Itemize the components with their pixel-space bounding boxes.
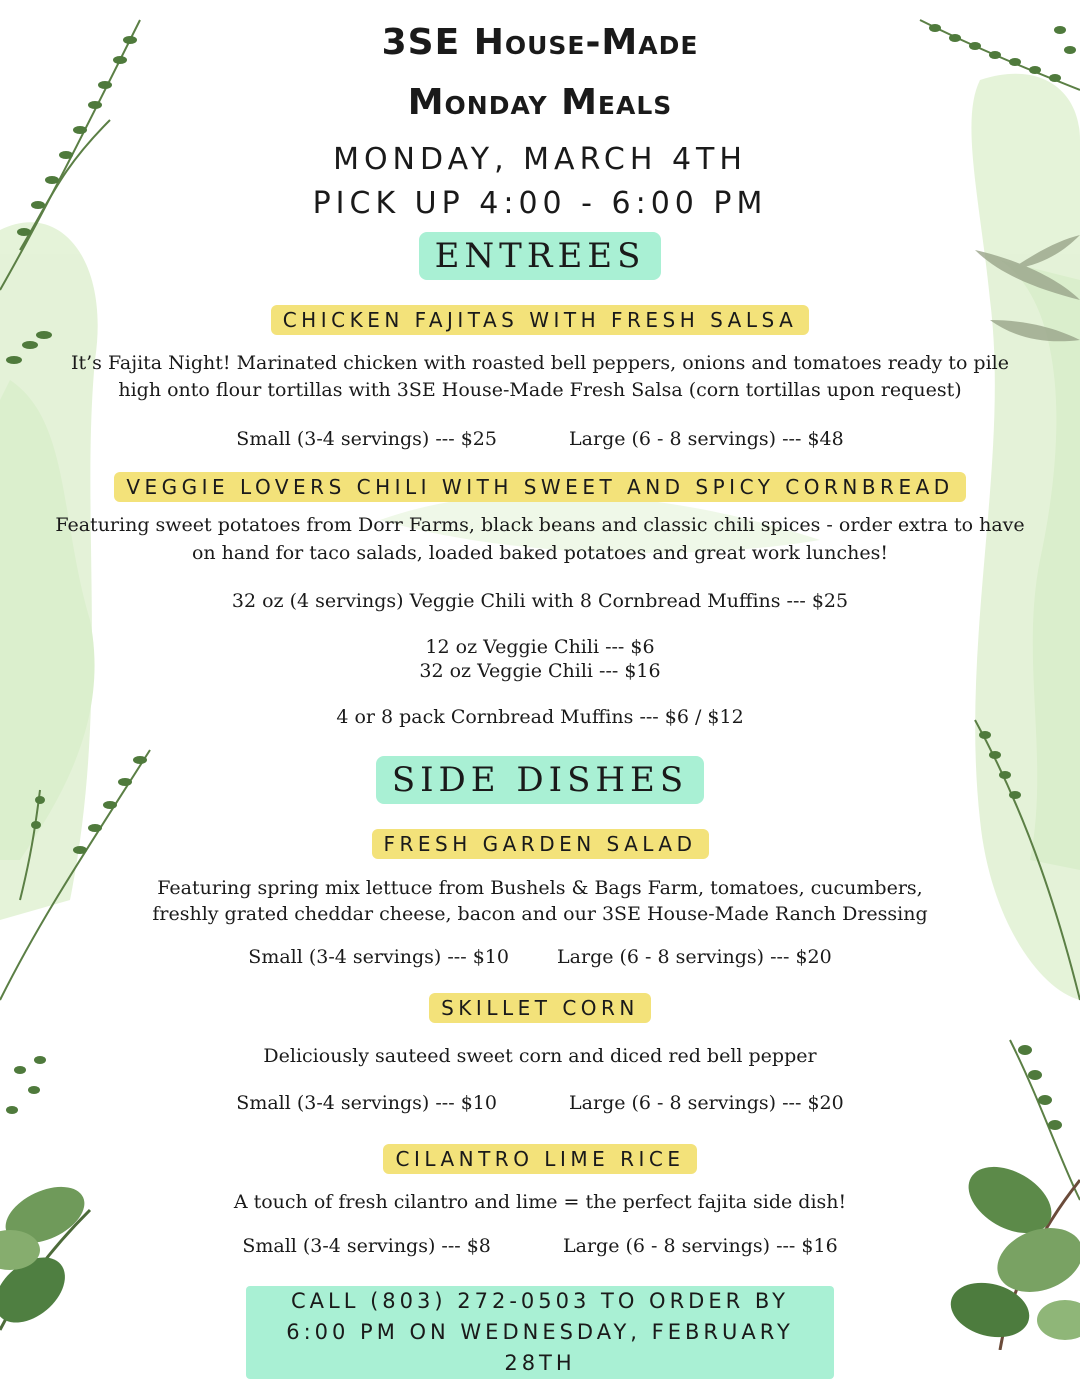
- price-large: Large (6 - 8 servings) --- $16: [563, 1235, 838, 1257]
- item-skillet-corn-title: SKILLET CORN: [429, 993, 651, 1023]
- title-line-2: Monday Meals: [407, 82, 673, 123]
- order-call-to-action: [246, 1286, 834, 1379]
- price-option: 4 or 8 pack Cornbread Muffins --- $6 / $12: [336, 706, 744, 728]
- item-veggie-chili-title: VEGGIE LOVERS CHILI WITH SWEET AND SPICY CORNBREAD: [114, 472, 965, 502]
- price-option: 12 oz Veggie Chili --- $6: [425, 636, 655, 658]
- cta-line-1: CALL (803) 272-0503 TO ORDER BY: [291, 1289, 789, 1313]
- item-description: high onto flour tortillas with 3SE House-Made Fresh Salsa (corn tortillas upon request): [118, 379, 962, 401]
- price-small: Small (3-4 servings) --- $10: [236, 1092, 497, 1114]
- price-large: Large (6 - 8 servings) --- $20: [557, 946, 832, 968]
- item-description: Featuring spring mix lettuce from Bushels & Bags Farm, tomatoes, cucumbers,: [157, 877, 923, 899]
- item-description: Deliciously sauteed sweet corn and diced red bell pepper: [263, 1045, 817, 1067]
- entrees-heading: ENTREES: [419, 232, 662, 280]
- price-large: Large (6 - 8 servings) --- $48: [569, 428, 844, 450]
- price-large: Large (6 - 8 servings) --- $20: [569, 1092, 844, 1114]
- pickup-time: PICK UP 4:00 - 6:00 PM: [312, 186, 768, 221]
- item-description: A touch of fresh cilantro and lime = the perfect fajita side dish!: [233, 1191, 847, 1213]
- item-garden-salad-title: FRESH GARDEN SALAD: [372, 829, 709, 859]
- item-cilantro-rice-title: CILANTRO LIME RICE: [383, 1144, 696, 1174]
- side-dishes-heading: SIDE DISHES: [376, 756, 704, 804]
- price-small: Small (3-4 servings) --- $8: [242, 1235, 491, 1257]
- price-small: Small (3-4 servings) --- $25: [236, 428, 497, 450]
- price-small: Small (3-4 servings) --- $10: [248, 946, 509, 968]
- item-description: It’s Fajita Night! Marinated chicken with roasted bell peppers, onions and tomatoes ready to pile: [71, 352, 1009, 374]
- price-option: 32 oz Veggie Chili --- $16: [419, 660, 661, 682]
- item-chicken-fajitas-title: CHICKEN FAJITAS WITH FRESH SALSA: [271, 305, 810, 335]
- event-date: MONDAY, MARCH 4TH: [333, 142, 747, 177]
- item-description: on hand for taco salads, loaded baked potatoes and great work lunches!: [191, 542, 889, 564]
- price-option: 32 oz (4 servings) Veggie Chili with 8 Cornbread Muffins --- $25: [231, 590, 849, 612]
- cta-line-2: 6:00 PM ON WEDNESDAY, FEBRUARY 28TH: [286, 1320, 794, 1375]
- item-description: freshly grated cheddar cheese, bacon and our 3SE House-Made Ranch Dressing: [152, 903, 928, 925]
- item-description: Featuring sweet potatoes from Dorr Farms, black beans and classic chili spices - order extra to have: [55, 514, 1025, 536]
- title-line-1: 3SE House-Made: [381, 22, 699, 63]
